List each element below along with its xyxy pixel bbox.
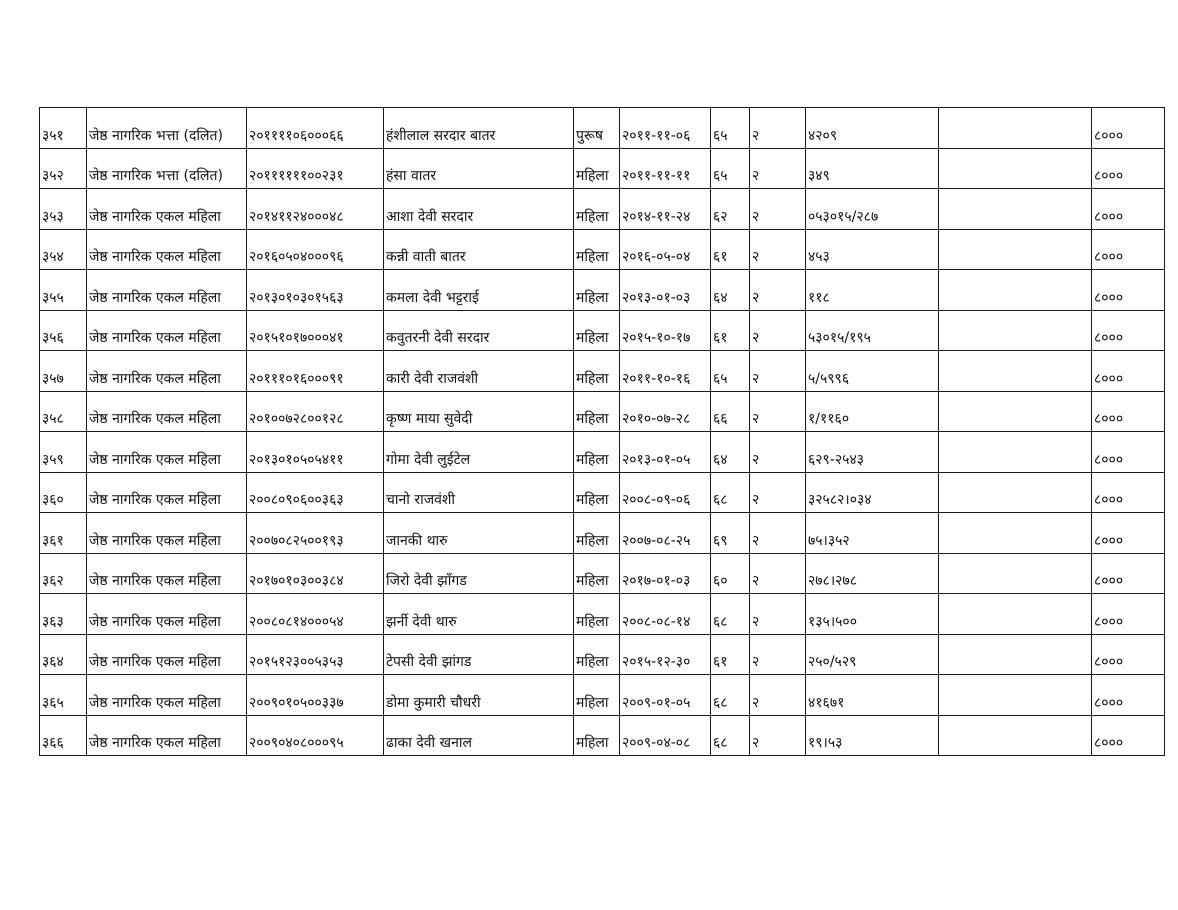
gender-cell: महिला — [574, 553, 620, 594]
serial-number-cell: ३५२ — [40, 148, 87, 189]
beneficiary-id-cell: २०११११११००२३१ — [247, 148, 384, 189]
serial-number-cell: ३५७ — [40, 351, 87, 392]
beneficiary-name-cell: कमला देवी भट्टराई — [384, 270, 574, 311]
beneficiary-id-cell: २०१५१०१७०००४१ — [247, 310, 384, 351]
ward-number-cell: २ — [750, 391, 806, 432]
remarks-cell — [939, 189, 1092, 230]
gender-cell: महिला — [574, 310, 620, 351]
gender-cell: महिला — [574, 391, 620, 432]
beneficiary-name-cell: आशा देवी सरदार — [384, 189, 574, 230]
serial-number-cell: ३६१ — [40, 513, 87, 554]
table-row — [40, 108, 1165, 149]
ward-number-cell: २ — [750, 351, 806, 392]
remarks-cell — [939, 675, 1092, 716]
gender-cell: महिला — [574, 472, 620, 513]
gender-cell: महिला — [574, 432, 620, 473]
remarks-cell — [939, 229, 1092, 270]
gender-cell: महिला — [574, 715, 620, 756]
beneficiary-id-cell: २००८०९०६००३६३ — [247, 472, 384, 513]
allowance-type-cell: जेष्ठ नागरिक एकल महिला — [87, 675, 247, 716]
remarks-cell — [939, 108, 1092, 149]
serial-number-cell: ३५८ — [40, 391, 87, 432]
date-cell: २०११-१०-१६ — [620, 351, 711, 392]
gender-cell: महिला — [574, 351, 620, 392]
age-cell: ६८ — [711, 715, 750, 756]
remarks-cell — [939, 513, 1092, 554]
citizenship-number-cell: ३२५८२।०३४ — [806, 472, 939, 513]
citizenship-number-cell: ०५३०१५/२८७ — [806, 189, 939, 230]
ward-number-cell: २ — [750, 715, 806, 756]
citizenship-number-cell: २५०/५२९ — [806, 634, 939, 675]
ward-number-cell: २ — [750, 675, 806, 716]
table-row — [40, 391, 1165, 432]
beneficiary-name-cell: जानकी थारु — [384, 513, 574, 554]
table-row — [40, 513, 1165, 554]
document-sheet — [39, 107, 1164, 756]
beneficiary-id-cell: २०१७०१०३००३८४ — [247, 553, 384, 594]
age-cell: ६५ — [711, 148, 750, 189]
date-cell: २००९-०१-०५ — [620, 675, 711, 716]
amount-cell: ८००० — [1092, 472, 1165, 513]
serial-number-cell: ३५३ — [40, 189, 87, 230]
ward-number-cell: २ — [750, 310, 806, 351]
serial-number-cell: ३६५ — [40, 675, 87, 716]
amount-cell: ८००० — [1092, 391, 1165, 432]
table-row — [40, 432, 1165, 473]
beneficiary-name-cell: कारी देवी राजवंशी — [384, 351, 574, 392]
serial-number-cell: ३५४ — [40, 229, 87, 270]
date-cell: २०१५-१०-१७ — [620, 310, 711, 351]
beneficiary-id-cell: २०१५१२३००५३५३ — [247, 634, 384, 675]
table-body — [40, 108, 1165, 756]
gender-cell: महिला — [574, 270, 620, 311]
age-cell: ६९ — [711, 513, 750, 554]
amount-cell: ८००० — [1092, 432, 1165, 473]
date-cell: २०१३-०१-०५ — [620, 432, 711, 473]
beneficiary-id-cell: २०१३०१०५०५४११ — [247, 432, 384, 473]
allowance-type-cell: जेष्ठ नागरिक एकल महिला — [87, 715, 247, 756]
ward-number-cell: २ — [750, 148, 806, 189]
amount-cell: ८००० — [1092, 108, 1165, 149]
serial-number-cell: ३६२ — [40, 553, 87, 594]
amount-cell: ८००० — [1092, 715, 1165, 756]
remarks-cell — [939, 472, 1092, 513]
date-cell: २००८-०८-१४ — [620, 594, 711, 635]
table-row — [40, 553, 1165, 594]
citizenship-number-cell: १९।५३ — [806, 715, 939, 756]
date-cell: २०१७-०१-०३ — [620, 553, 711, 594]
serial-number-cell: ३६३ — [40, 594, 87, 635]
allowance-type-cell: जेष्ठ नागरिक एकल महिला — [87, 229, 247, 270]
serial-number-cell: ३६० — [40, 472, 87, 513]
allowance-type-cell: जेष्ठ नागरिक एकल महिला — [87, 634, 247, 675]
age-cell: ६५ — [711, 351, 750, 392]
beneficiary-name-cell: चानो राजवंशी — [384, 472, 574, 513]
ward-number-cell: २ — [750, 189, 806, 230]
ward-number-cell: २ — [750, 472, 806, 513]
remarks-cell — [939, 148, 1092, 189]
beneficiary-name-cell: कृष्ण माया सुवेदी — [384, 391, 574, 432]
table-row — [40, 675, 1165, 716]
remarks-cell — [939, 715, 1092, 756]
beneficiary-id-cell: २०१११०१६०००९१ — [247, 351, 384, 392]
amount-cell: ८००० — [1092, 189, 1165, 230]
allowance-type-cell: जेष्ठ नागरिक एकल महिला — [87, 310, 247, 351]
serial-number-cell: ३६६ — [40, 715, 87, 756]
allowance-type-cell: जेष्ठ नागरिक भत्ता (दलित) — [87, 148, 247, 189]
citizenship-number-cell: १३५।५०० — [806, 594, 939, 635]
table-row — [40, 148, 1165, 189]
gender-cell: महिला — [574, 675, 620, 716]
ward-number-cell: २ — [750, 513, 806, 554]
serial-number-cell: ३६४ — [40, 634, 87, 675]
date-cell: २००८-०९-०६ — [620, 472, 711, 513]
citizenship-number-cell: ५/५९९६ — [806, 351, 939, 392]
citizenship-number-cell: २७८।२७८ — [806, 553, 939, 594]
citizenship-number-cell: १/११६० — [806, 391, 939, 432]
amount-cell: ८००० — [1092, 310, 1165, 351]
citizenship-number-cell: ४५३ — [806, 229, 939, 270]
allowance-type-cell: जेष्ठ नागरिक एकल महिला — [87, 189, 247, 230]
gender-cell: महिला — [574, 229, 620, 270]
age-cell: ६२ — [711, 189, 750, 230]
age-cell: ६८ — [711, 472, 750, 513]
remarks-cell — [939, 432, 1092, 473]
remarks-cell — [939, 553, 1092, 594]
gender-cell: महिला — [574, 513, 620, 554]
serial-number-cell: ३५५ — [40, 270, 87, 311]
allowance-type-cell: जेष्ठ नागरिक एकल महिला — [87, 513, 247, 554]
table-row — [40, 189, 1165, 230]
age-cell: ६४ — [711, 270, 750, 311]
beneficiary-name-cell: कन्नी वाती बातर — [384, 229, 574, 270]
beneficiary-id-cell: २०१३०१०३०१५६३ — [247, 270, 384, 311]
allowance-type-cell: जेष्ठ नागरिक एकल महिला — [87, 351, 247, 392]
table-row — [40, 310, 1165, 351]
citizenship-number-cell: ७५।३५२ — [806, 513, 939, 554]
amount-cell: ८००० — [1092, 229, 1165, 270]
citizenship-number-cell: ६२९-२५४३ — [806, 432, 939, 473]
age-cell: ६४ — [711, 432, 750, 473]
beneficiary-name-cell: टेपसी देवी झांगड — [384, 634, 574, 675]
date-cell: २०१४-११-२४ — [620, 189, 711, 230]
ward-number-cell: २ — [750, 108, 806, 149]
beneficiary-name-cell: हंशीलाल सरदार बातर — [384, 108, 574, 149]
amount-cell: ८००० — [1092, 553, 1165, 594]
beneficiary-id-cell: २००९०४०८०००९५ — [247, 715, 384, 756]
beneficiary-name-cell: कवुतरनी देवी सरदार — [384, 310, 574, 351]
ward-number-cell: २ — [750, 270, 806, 311]
beneficiary-name-cell: ढाका देवी खनाल — [384, 715, 574, 756]
beneficiary-name-cell: हंसा वातर — [384, 148, 574, 189]
beneficiary-id-cell: २००९०१०५००३३७ — [247, 675, 384, 716]
date-cell: २०११-११-०६ — [620, 108, 711, 149]
amount-cell: ८००० — [1092, 270, 1165, 311]
date-cell: २०१६-०५-०४ — [620, 229, 711, 270]
citizenship-number-cell: ११८ — [806, 270, 939, 311]
date-cell: २०१३-०१-०३ — [620, 270, 711, 311]
ward-number-cell: २ — [750, 229, 806, 270]
age-cell: ६१ — [711, 634, 750, 675]
gender-cell: महिला — [574, 189, 620, 230]
ward-number-cell: २ — [750, 553, 806, 594]
beneficiary-name-cell: डोमा कुमारी चौधरी — [384, 675, 574, 716]
age-cell: ६० — [711, 553, 750, 594]
date-cell: २०१०-०७-२८ — [620, 391, 711, 432]
amount-cell: ८००० — [1092, 351, 1165, 392]
remarks-cell — [939, 634, 1092, 675]
age-cell: ६८ — [711, 594, 750, 635]
gender-cell: महिला — [574, 594, 620, 635]
amount-cell: ८००० — [1092, 675, 1165, 716]
beneficiary-id-cell: २००८०८१४०००५४ — [247, 594, 384, 635]
date-cell: २०१५-१२-३० — [620, 634, 711, 675]
date-cell: २००७-०८-२५ — [620, 513, 711, 554]
date-cell: २०११-११-११ — [620, 148, 711, 189]
gender-cell: महिला — [574, 634, 620, 675]
amount-cell: ८००० — [1092, 594, 1165, 635]
remarks-cell — [939, 594, 1092, 635]
remarks-cell — [939, 270, 1092, 311]
ward-number-cell: २ — [750, 594, 806, 635]
citizenship-number-cell: ४१६७१ — [806, 675, 939, 716]
age-cell: ६६ — [711, 391, 750, 432]
citizenship-number-cell: ४२०९ — [806, 108, 939, 149]
age-cell: ६५ — [711, 108, 750, 149]
beneficiary-name-cell: गोमा देवी लुईटेल — [384, 432, 574, 473]
table-row — [40, 351, 1165, 392]
gender-cell: महिला — [574, 148, 620, 189]
beneficiary-name-cell: झर्नी देवी थारु — [384, 594, 574, 635]
beneficiary-table — [39, 107, 1165, 756]
table-row — [40, 594, 1165, 635]
ward-number-cell: २ — [750, 634, 806, 675]
allowance-type-cell: जेष्ठ नागरिक एकल महिला — [87, 432, 247, 473]
beneficiary-id-cell: २०११११०६०००६६ — [247, 108, 384, 149]
allowance-type-cell: जेष्ठ नागरिक एकल महिला — [87, 391, 247, 432]
table-row — [40, 715, 1165, 756]
amount-cell: ८००० — [1092, 513, 1165, 554]
age-cell: ६१ — [711, 310, 750, 351]
allowance-type-cell: जेष्ठ नागरिक एकल महिला — [87, 270, 247, 311]
citizenship-number-cell: ५३०१५/१९५ — [806, 310, 939, 351]
ward-number-cell: २ — [750, 432, 806, 473]
beneficiary-id-cell: २०१४११२४०००४८ — [247, 189, 384, 230]
remarks-cell — [939, 310, 1092, 351]
allowance-type-cell: जेष्ठ नागरिक एकल महिला — [87, 553, 247, 594]
allowance-type-cell: जेष्ठ नागरिक एकल महिला — [87, 594, 247, 635]
table-row — [40, 270, 1165, 311]
age-cell: ६१ — [711, 229, 750, 270]
remarks-cell — [939, 391, 1092, 432]
serial-number-cell: ३५६ — [40, 310, 87, 351]
remarks-cell — [939, 351, 1092, 392]
table-row — [40, 472, 1165, 513]
amount-cell: ८००० — [1092, 148, 1165, 189]
gender-cell: पुरूष — [574, 108, 620, 149]
serial-number-cell: ३५१ — [40, 108, 87, 149]
serial-number-cell: ३५९ — [40, 432, 87, 473]
allowance-type-cell: जेष्ठ नागरिक भत्ता (दलित) — [87, 108, 247, 149]
age-cell: ६८ — [711, 675, 750, 716]
citizenship-number-cell: ३४९ — [806, 148, 939, 189]
amount-cell: ८००० — [1092, 634, 1165, 675]
beneficiary-id-cell: २०१००७२८००१२८ — [247, 391, 384, 432]
date-cell: २००९-०४-०८ — [620, 715, 711, 756]
beneficiary-id-cell: २०१६०५०४०००९६ — [247, 229, 384, 270]
table-row — [40, 229, 1165, 270]
beneficiary-id-cell: २००७०८२५००१९३ — [247, 513, 384, 554]
allowance-type-cell: जेष्ठ नागरिक एकल महिला — [87, 472, 247, 513]
table-row — [40, 634, 1165, 675]
beneficiary-name-cell: जिरो देवी झाँगड — [384, 553, 574, 594]
